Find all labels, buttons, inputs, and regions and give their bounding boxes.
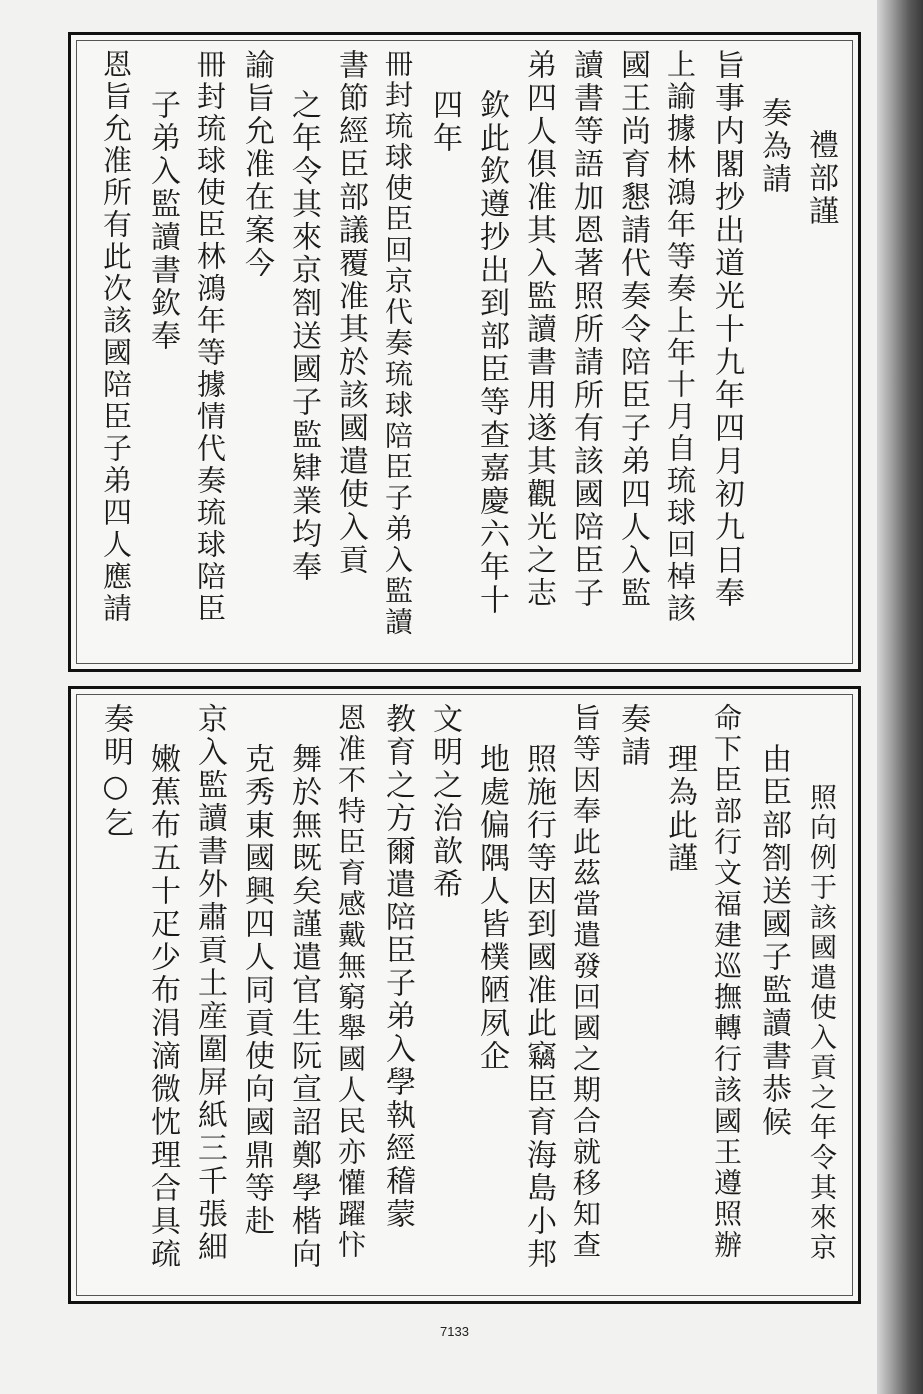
top-text-panel (68, 32, 861, 672)
bottom-panel-column: 理為此謹 (662, 743, 697, 875)
top-panel-column: 國王尚育懇請代奏令陪臣子弟四人入監 (615, 49, 650, 610)
bottom-panel-column: 照向例于該國遣使入貢之年令其來京 (805, 783, 836, 1263)
bottom-text-panel (68, 686, 861, 1304)
bottom-panel-column: 命下臣部行文福建巡撫轉行該國王遵照辦 (710, 703, 743, 1261)
page-number: 7133 (440, 1324, 469, 1339)
top-panel-column: 諭旨允准在案今 (239, 49, 274, 280)
bottom-panel-column: 奏明○乞 (98, 703, 133, 840)
top-panel-column: 上諭據林鴻年等奏上年十月自琉球回棹該 (663, 49, 697, 625)
top-panel-column: 奏為請 (756, 97, 791, 196)
top-panel-columns (85, 49, 844, 655)
book-spine-shadow (877, 0, 923, 1394)
top-panel-column: 四年 (427, 89, 462, 155)
top-panel-column: 欽此欽遵抄出到部臣等查嘉慶六年十 (474, 89, 509, 617)
top-panel-column: 禮部謹 (803, 129, 838, 228)
bottom-panel-column: 舞於無既矣謹遣官生阮宣詔鄭學楷向 (286, 743, 321, 1271)
bottom-panel-column: 文明之治歆希 (427, 703, 462, 901)
top-panel-column: 之年令其來京劄送國子監肄業均奉 (286, 89, 321, 584)
bottom-panel-column: 旨等因奉此茲當遣發回國之期合就移知查 (569, 703, 602, 1261)
bottom-panel-column: 地處偏隅人皆樸陋夙企 (474, 743, 509, 1073)
bottom-panel-column: 京入監讀書外肅貢土産圍屏紙三千張細 (192, 703, 227, 1264)
top-panel-column: 弟四人俱准其入監讀書用遂其觀光之志 (521, 49, 556, 610)
top-panel-column: 書節經臣部議覆准其於該國遣使入貢 (333, 49, 368, 577)
top-panel-column: 恩旨允准所有此次該國陪臣子弟四人應請 (99, 49, 133, 625)
top-panel-column: 旨事内閣抄出道光十九年四月初九日奉 (709, 49, 744, 610)
bottom-panel-columns (85, 703, 844, 1287)
bottom-panel-column: 教育之方爾遣陪臣子弟入學執經稽蒙 (380, 703, 415, 1231)
bottom-panel-column: 奏請 (615, 703, 650, 769)
bottom-panel-column: 克秀東國興四人同貢使向國鼎等赴 (239, 743, 274, 1238)
bottom-panel-column: 嫩蕉布五十疋少布涓滴微忱理合具疏 (145, 743, 180, 1271)
bottom-panel-column: 由臣部劄送國子監讀書恭候 (756, 743, 791, 1139)
top-panel-column: 冊封琉球使臣回京代奏琉球陪臣子弟入監讀 (381, 49, 414, 638)
top-panel-column: 冊封琉球使臣林鴻年等據情代奏琉球陪臣 (193, 49, 227, 625)
bottom-panel-column: 恩准不特臣育感戴無窮舉國人民亦懽躍忭 (334, 703, 367, 1261)
top-panel-column: 讀書等語加恩著照所請所有該國陪臣子 (568, 49, 603, 610)
bottom-panel-column: 照施行等因到國准此竊臣育海島小邦 (521, 743, 556, 1271)
top-panel-column: 子弟入監讀書欽奉 (145, 89, 180, 353)
